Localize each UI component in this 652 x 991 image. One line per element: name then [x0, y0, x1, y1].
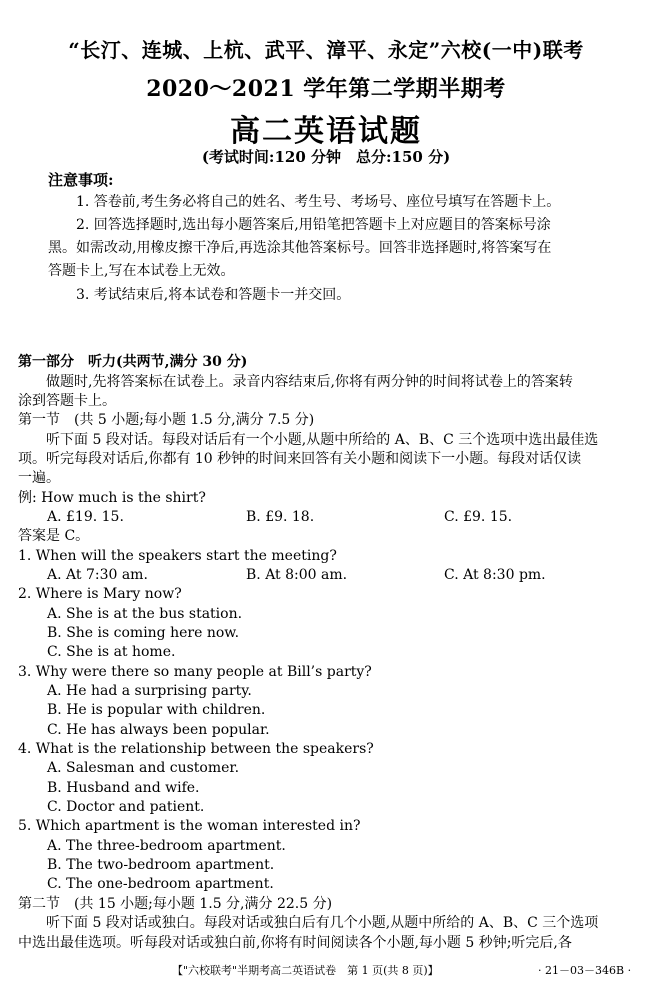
notice-line: 黑。如需改动,用橡皮擦干净后,再选涂其他答案标号。回答非选择题时,将答案写在: [48, 240, 552, 256]
section1-heading: 第一节 (共 5 小题;每小题 1.5 分,满分 7.5 分): [18, 412, 315, 428]
question-option: C. Doctor and patient.: [47, 799, 205, 815]
semester-title: 2020～2021 学年第二学期半期考: [146, 76, 506, 102]
notice-line: 2. 回答选择题时,选出每小题答案后,用铅笔把答题卡上对应题目的答案标号涂: [76, 217, 551, 233]
section1-intro-line: 一遍。: [18, 470, 60, 486]
question-option: B. At 8:00 am.: [246, 567, 348, 583]
question-option: A. At 7:30 am.: [47, 567, 148, 583]
question-option: A. Salesman and customer.: [47, 760, 240, 776]
section2-heading: 第二节 (共 15 小题;每小题 1.5 分,满分 22.5 分): [18, 896, 333, 912]
question-option: C. At 8:30 pm.: [444, 567, 546, 583]
example-question: 例: How much is the shirt?: [18, 490, 206, 506]
question-option: B. The two-bedroom apartment.: [47, 857, 275, 873]
section1-intro-line: 听下面 5 段对话。每段对话后有一个小题,从题中所给的 A、B、C 三个选项中选出最佳选: [46, 432, 599, 448]
question: 5. Which apartment is the woman interested in?: [18, 818, 361, 834]
part1-heading: 第一部分 听力(共两节,满分 30 分): [18, 354, 248, 370]
question-option: A. He had a surprising party.: [47, 683, 252, 699]
paper-code: · 21－03－346B ·: [538, 964, 632, 977]
section1-intro-line: 项。听完每段对话后,你都有 10 秒钟的时间来回答有关小题和阅读下一小题。每段对话仅读: [18, 451, 582, 467]
question-option: A. She is at the bus station.: [47, 606, 243, 622]
question: 1. When will the speakers start the meeting?: [18, 548, 337, 564]
part1-intro-line: 涂到答题卡上。: [18, 393, 116, 409]
question: 3. Why were there so many people at Bill’s party?: [18, 664, 372, 680]
paper-title: 高二英语试题: [230, 114, 422, 149]
section2-intro-line: 听下面 5 段对话或独白。每段对话或独白后有几个小题,从题中所给的 A、B、C 三个选项: [46, 915, 599, 931]
notice-line: 3. 考试结束后,将本试卷和答题卡一并交回。: [76, 287, 351, 303]
example-option: C. £9. 15.: [444, 509, 513, 525]
part1-intro-line: 做题时,先将答案标在试卷上。录音内容结束后,你将有两分钟的时间将试卷上的答案转: [46, 374, 573, 390]
question-option: A. The three-bedroom apartment.: [47, 838, 286, 854]
notice-line: 1. 答卷前,考生务必将自己的姓名、考生号、考场号、座位号填写在答题卡上。: [76, 194, 561, 210]
question-option: C. She is at home.: [47, 644, 176, 660]
question: 4. What is the relationship between the speakers?: [18, 741, 374, 757]
exam-info: (考试时间:120 分钟 总分:150 分): [201, 148, 451, 166]
example-option: A. £19. 15.: [47, 509, 124, 525]
question-option: B. She is coming here now.: [47, 625, 240, 641]
section2-intro-line: 中选出最佳选项。听每段对话或独白前,你将有时间阅读各个小题,每小题 5 秒钟;听完后,各: [18, 935, 572, 951]
question: 2. Where is Mary now?: [18, 586, 182, 602]
question-option: C. The one-bedroom apartment.: [47, 876, 274, 892]
page-footer: 【"六校联考"半期考高二英语试卷 第 1 页(共 8 页)】: [172, 964, 439, 977]
question-option: C. He has always been popular.: [47, 722, 270, 738]
notice-line: 答题卡上,写在本试卷上无效。: [48, 263, 235, 279]
exam-union-title: “长汀、连城、上杭、武平、漳平、永定”六校(一中)联考: [68, 38, 584, 62]
question-option: B. He is popular with children.: [47, 702, 266, 718]
question-option: B. Husband and wife.: [47, 780, 200, 796]
example-option: B. £9. 18.: [246, 509, 315, 525]
example-answer: 答案是 C。: [18, 528, 90, 544]
notice-heading: 注意事项:: [48, 171, 114, 189]
